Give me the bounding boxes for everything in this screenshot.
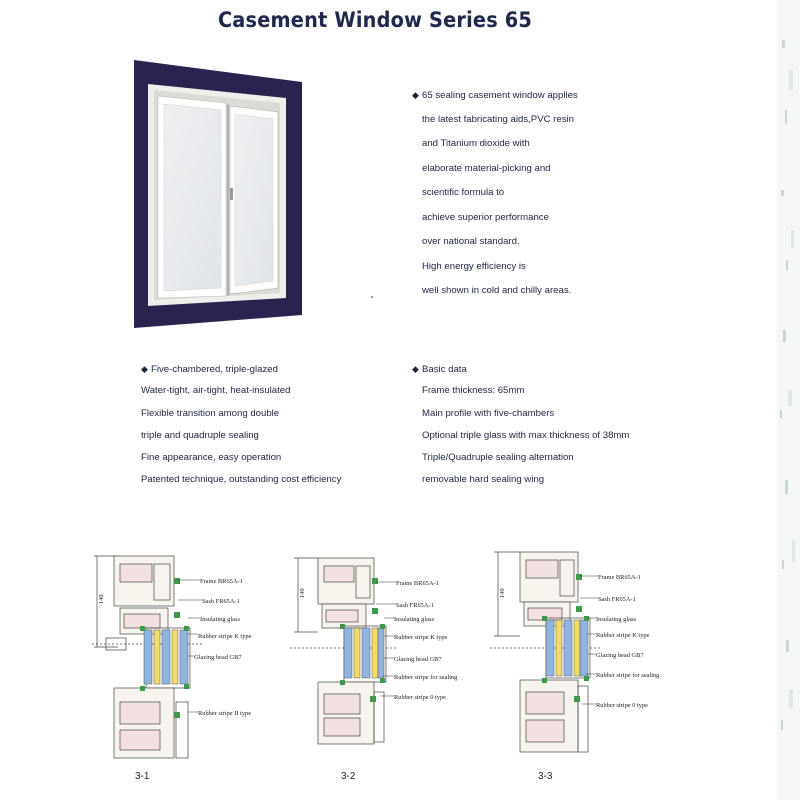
callout-label: Frame BR65A-1	[200, 578, 243, 585]
dimension-label: 140	[299, 588, 306, 598]
diagram-caption: 3-2	[341, 771, 356, 782]
callout-label: Rubber stripe 0 type	[394, 694, 447, 701]
diamond-bullet-icon: ◆	[412, 364, 419, 374]
cross-section-diagram-3-1	[92, 552, 267, 767]
callout-label: Insulating glass	[200, 616, 240, 623]
casement-window-photo	[134, 60, 302, 328]
diagram-caption: 3-1	[135, 771, 150, 782]
callout-label: Sash FR65A-1	[396, 602, 434, 609]
diagram-caption: 3-3	[538, 771, 553, 782]
callout-label: Glazing bead GB7	[194, 654, 242, 661]
glass-unit	[546, 620, 588, 676]
glass-unit	[344, 628, 384, 678]
callout-label: Rubber stripe for sealing	[596, 672, 660, 679]
speck	[371, 296, 373, 298]
basic-data-line: Triple/Quadruple sealing alternation	[422, 452, 574, 464]
features-line: Flexible transition among double	[141, 407, 280, 419]
dimension-label: 140	[499, 588, 506, 598]
cross-section-diagram-3-2	[290, 552, 465, 767]
intro-line: achieve superior performance	[422, 211, 549, 223]
callout-label: Rubber stripe for sealing	[394, 674, 458, 681]
intro-line: over national standard.	[422, 236, 520, 247]
callout-label: Frame BR65A-1	[598, 574, 641, 581]
intro-line: High energy efficiency is	[422, 260, 526, 272]
callout-label: Rubber stripe 0 type	[596, 702, 649, 709]
scan-edge-texture	[725, 0, 800, 800]
page-title: Casement Window Series 65	[217, 8, 533, 32]
intro-line: ◆ 65 sealing casement window applies	[412, 83, 578, 108]
cross-section-diagram-3-3	[490, 546, 670, 766]
basic-data-line: Frame thickness: 65mm	[422, 385, 525, 397]
basic-data-heading: ◆ Basic data	[412, 358, 629, 380]
callout-label: Glazing bead GB7	[394, 656, 442, 663]
callout-label: Insulating glass	[394, 616, 434, 623]
callout-label: Sash FR65A-1	[598, 596, 636, 603]
diamond-bullet-icon: ◆	[141, 364, 148, 374]
intro-line: and Titanium dioxide with	[422, 138, 530, 149]
callout-label: Rubber stripe K type	[596, 632, 650, 639]
callout-label: Rubber stripe K type	[198, 633, 252, 640]
callout-label: Sash FR65A-1	[202, 598, 240, 605]
callout-label: Glazing bead GB7	[596, 652, 644, 659]
basic-data-line: removable hard sealing wing	[422, 474, 545, 486]
basic-data-line: Main profile with five-chambers	[422, 407, 555, 419]
glass-unit	[144, 630, 188, 684]
intro-text	[412, 83, 578, 304]
features-line: Patented technique, outstanding cost efficiency	[141, 474, 342, 486]
basic-data-list	[412, 358, 629, 492]
intro-line: elaborate material-picking and	[422, 162, 551, 174]
intro-line: scientific formula to	[422, 187, 505, 198]
callout-label: Rubber stripe II type	[198, 710, 252, 717]
callout-label: Frame BR65A-1	[396, 580, 439, 587]
features-heading: ◆ Five-chambered, triple-glazed	[141, 358, 341, 380]
features-line: triple and quadruple sealing	[141, 429, 259, 441]
callout-label: Insulating glass	[596, 616, 636, 623]
intro-line: the latest fabricating aids,PVC resin	[422, 113, 574, 125]
basic-data-line: Optional triple glass with max thickness of 38mm	[422, 429, 630, 441]
dimension-label: 140	[98, 594, 105, 604]
features-list	[141, 358, 341, 492]
features-line: Fine appearance, easy operation	[141, 452, 282, 464]
features-line: Water-tight, air-tight, heat-insulated	[141, 385, 291, 397]
intro-line: well shown in cold and chilly areas.	[422, 285, 572, 296]
callout-label: Rubber stripe K type	[394, 634, 448, 641]
diamond-bullet-icon: ◆	[412, 90, 419, 100]
